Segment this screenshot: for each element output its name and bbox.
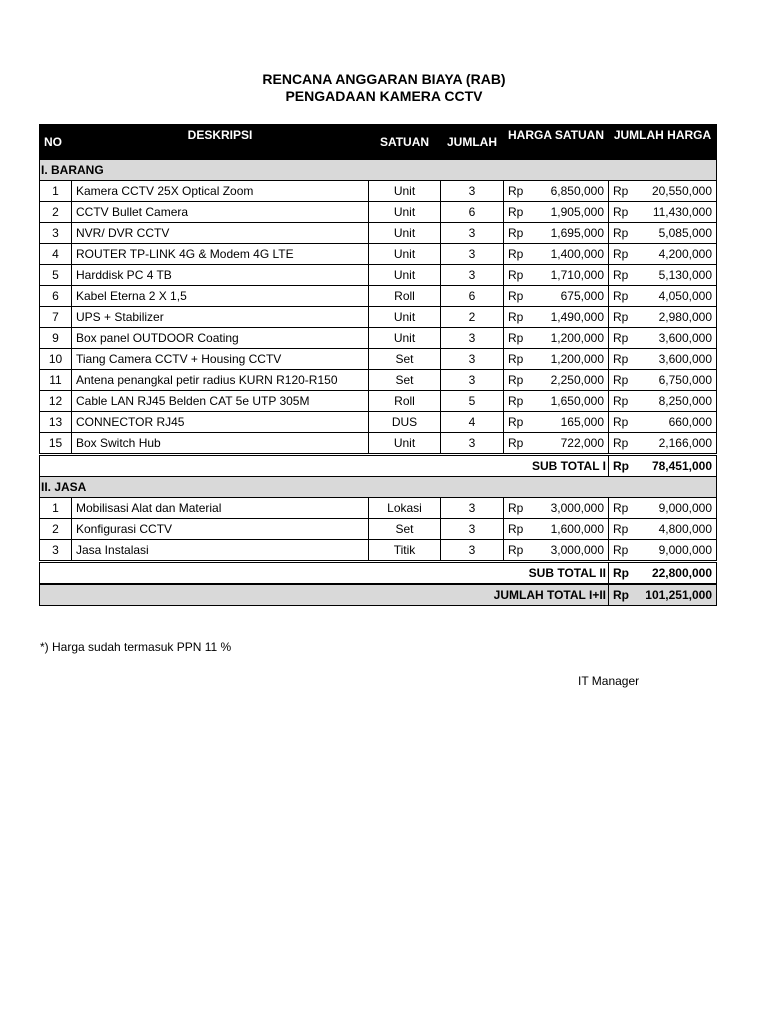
header-no: NO (40, 125, 72, 160)
currency-label: Rp (504, 181, 536, 202)
item-unit-price: 3,000,000 (536, 540, 609, 562)
item-unit-price: 1,905,000 (536, 202, 609, 223)
item-total-price: 4,200,000 (641, 244, 717, 265)
table-header-row (40, 125, 717, 160)
currency-label: Rp (609, 286, 641, 307)
item-description: UPS + Stabilizer (72, 307, 369, 328)
grand-total-label: JUMLAH TOTAL I+II (40, 584, 609, 606)
item-total-price: 9,000,000 (641, 540, 717, 562)
item-description: Mobilisasi Alat dan Material (72, 498, 369, 519)
item-quantity: 3 (441, 328, 504, 349)
currency-label: Rp (609, 498, 641, 519)
item-number: 3 (40, 223, 72, 244)
currency-label: Rp (609, 412, 641, 433)
item-unit: Unit (369, 244, 441, 265)
item-unit-price: 1,710,000 (536, 265, 609, 286)
currency-label: Rp (609, 519, 641, 540)
item-number: 15 (40, 433, 72, 455)
currency-label: Rp (504, 286, 536, 307)
item-description: Tiang Camera CCTV + Housing CCTV (72, 349, 369, 370)
item-unit: Titik (369, 540, 441, 562)
currency-label: Rp (609, 244, 641, 265)
table-row (40, 307, 717, 328)
item-unit: Roll (369, 391, 441, 412)
item-description: Harddisk PC 4 TB (72, 265, 369, 286)
item-quantity: 6 (441, 202, 504, 223)
item-number: 1 (40, 181, 72, 202)
table-row (40, 328, 717, 349)
currency-label: Rp (609, 181, 641, 202)
currency-label: Rp (609, 265, 641, 286)
item-quantity: 2 (441, 307, 504, 328)
currency-label: Rp (504, 265, 536, 286)
item-quantity: 4 (441, 412, 504, 433)
header-unit-price: HARGA SATUAN (504, 125, 609, 160)
subtotal-label: SUB TOTAL I (40, 455, 609, 477)
table-row (40, 370, 717, 391)
item-unit: Set (369, 519, 441, 540)
item-unit-price: 6,850,000 (536, 181, 609, 202)
table-row (40, 349, 717, 370)
item-unit: Roll (369, 286, 441, 307)
section-title: II. JASA (40, 477, 717, 498)
header-quantity: JUMLAH (441, 125, 504, 160)
currency-label: Rp (504, 498, 536, 519)
table-row (40, 244, 717, 265)
item-number: 7 (40, 307, 72, 328)
item-description: CONNECTOR RJ45 (72, 412, 369, 433)
currency-label: Rp (504, 391, 536, 412)
currency-label: Rp (504, 433, 536, 455)
item-quantity: 3 (441, 498, 504, 519)
item-unit: Unit (369, 265, 441, 286)
currency-label: Rp (609, 562, 641, 585)
document-title: RENCANA ANGGARAN BIAYA (RAB) (262, 71, 506, 87)
header-description: DESKRIPSI (72, 125, 369, 160)
currency-label: Rp (609, 349, 641, 370)
item-total-price: 20,550,000 (641, 181, 717, 202)
currency-label: Rp (504, 202, 536, 223)
item-total-price: 4,050,000 (641, 286, 717, 307)
item-description: Box panel OUTDOOR Coating (72, 328, 369, 349)
currency-label: Rp (609, 223, 641, 244)
item-total-price: 5,085,000 (641, 223, 717, 244)
item-unit-price: 1,400,000 (536, 244, 609, 265)
item-description: Jasa Instalasi (72, 540, 369, 562)
currency-label: Rp (504, 370, 536, 391)
currency-label: Rp (504, 328, 536, 349)
item-total-price: 2,166,000 (641, 433, 717, 455)
item-unit-price: 1,490,000 (536, 307, 609, 328)
item-total-price: 2,980,000 (641, 307, 717, 328)
table-row (40, 391, 717, 412)
item-number: 2 (40, 519, 72, 540)
item-unit: Set (369, 370, 441, 391)
grand-total-value: 101,251,000 (641, 584, 717, 606)
item-number: 6 (40, 286, 72, 307)
item-description: ROUTER TP-LINK 4G & Modem 4G LTE (72, 244, 369, 265)
item-unit-price: 2,250,000 (536, 370, 609, 391)
item-description: Konfigurasi CCTV (72, 519, 369, 540)
item-total-price: 6,750,000 (641, 370, 717, 391)
item-total-price: 5,130,000 (641, 265, 717, 286)
currency-label: Rp (504, 349, 536, 370)
subtotal-value: 22,800,000 (641, 562, 717, 585)
table-row (40, 519, 717, 540)
tax-note: *) Harga sudah termasuk PPN 11 % (40, 640, 232, 654)
item-unit-price: 1,695,000 (536, 223, 609, 244)
budget-table (39, 124, 717, 606)
currency-label: Rp (504, 307, 536, 328)
item-unit: Set (369, 349, 441, 370)
item-total-price: 4,800,000 (641, 519, 717, 540)
item-quantity: 3 (441, 370, 504, 391)
table-row (40, 181, 717, 202)
currency-label: Rp (609, 584, 641, 606)
currency-label: Rp (609, 540, 641, 562)
currency-label: Rp (609, 307, 641, 328)
item-quantity: 3 (441, 223, 504, 244)
currency-label: Rp (609, 433, 641, 455)
item-total-price: 8,250,000 (641, 391, 717, 412)
document-subtitle: PENGADAAN KAMERA CCTV (285, 88, 483, 104)
table-row (40, 540, 717, 562)
item-total-price: 3,600,000 (641, 349, 717, 370)
table-row (40, 286, 717, 307)
item-description: Cable LAN RJ45 Belden CAT 5e UTP 305M (72, 391, 369, 412)
item-number: 5 (40, 265, 72, 286)
item-unit: Unit (369, 307, 441, 328)
item-quantity: 3 (441, 433, 504, 455)
header-total-price: JUMLAH HARGA (609, 125, 717, 160)
table-row (40, 202, 717, 223)
item-unit: Unit (369, 328, 441, 349)
item-unit-price: 1,650,000 (536, 391, 609, 412)
item-quantity: 6 (441, 286, 504, 307)
item-description: Antena penangkal petir radius KURN R120-R150 (72, 370, 369, 391)
currency-label: Rp (609, 328, 641, 349)
item-description: Kamera CCTV 25X Optical Zoom (72, 181, 369, 202)
subtotal-label: SUB TOTAL II (40, 562, 609, 585)
item-unit-price: 165,000 (536, 412, 609, 433)
item-unit-price: 1,200,000 (536, 328, 609, 349)
item-number: 2 (40, 202, 72, 223)
item-unit-price: 1,600,000 (536, 519, 609, 540)
item-description: Kabel Eterna 2 X 1,5 (72, 286, 369, 307)
currency-label: Rp (609, 455, 641, 477)
item-quantity: 3 (441, 540, 504, 562)
item-total-price: 3,600,000 (641, 328, 717, 349)
table-row (40, 412, 717, 433)
item-number: 13 (40, 412, 72, 433)
currency-label: Rp (609, 391, 641, 412)
item-number: 1 (40, 498, 72, 519)
currency-label: Rp (504, 540, 536, 562)
currency-label: Rp (609, 370, 641, 391)
item-quantity: 3 (441, 519, 504, 540)
section-header-row (40, 160, 717, 181)
item-unit: DUS (369, 412, 441, 433)
item-unit: Unit (369, 202, 441, 223)
item-quantity: 3 (441, 265, 504, 286)
item-total-price: 660,000 (641, 412, 717, 433)
table-row (40, 265, 717, 286)
item-number: 3 (40, 540, 72, 562)
item-description: NVR/ DVR CCTV (72, 223, 369, 244)
item-number: 12 (40, 391, 72, 412)
table-row (40, 223, 717, 244)
item-number: 9 (40, 328, 72, 349)
currency-label: Rp (504, 519, 536, 540)
item-number: 10 (40, 349, 72, 370)
item-unit: Unit (369, 181, 441, 202)
item-unit-price: 3,000,000 (536, 498, 609, 519)
subtotal-row (40, 562, 717, 585)
item-number: 11 (40, 370, 72, 391)
grand-total-row (40, 584, 717, 606)
table-row (40, 433, 717, 455)
item-quantity: 3 (441, 349, 504, 370)
subtotal-value: 78,451,000 (641, 455, 717, 477)
item-description: CCTV Bullet Camera (72, 202, 369, 223)
item-unit-price: 1,200,000 (536, 349, 609, 370)
section-title: I. BARANG (40, 160, 717, 181)
table-row (40, 498, 717, 519)
currency-label: Rp (609, 202, 641, 223)
currency-label: Rp (504, 412, 536, 433)
subtotal-row (40, 455, 717, 477)
currency-label: Rp (504, 244, 536, 265)
item-quantity: 3 (441, 181, 504, 202)
section-header-row (40, 477, 717, 498)
currency-label: Rp (504, 223, 536, 244)
item-total-price: 11,430,000 (641, 202, 717, 223)
item-quantity: 3 (441, 244, 504, 265)
item-unit: Unit (369, 433, 441, 455)
header-unit: SATUAN (369, 125, 441, 160)
item-unit: Unit (369, 223, 441, 244)
item-total-price: 9,000,000 (641, 498, 717, 519)
signature-role: IT Manager (578, 674, 640, 688)
item-unit-price: 675,000 (536, 286, 609, 307)
item-unit: Lokasi (369, 498, 441, 519)
item-description: Box Switch Hub (72, 433, 369, 455)
item-unit-price: 722,000 (536, 433, 609, 455)
item-quantity: 5 (441, 391, 504, 412)
item-number: 4 (40, 244, 72, 265)
